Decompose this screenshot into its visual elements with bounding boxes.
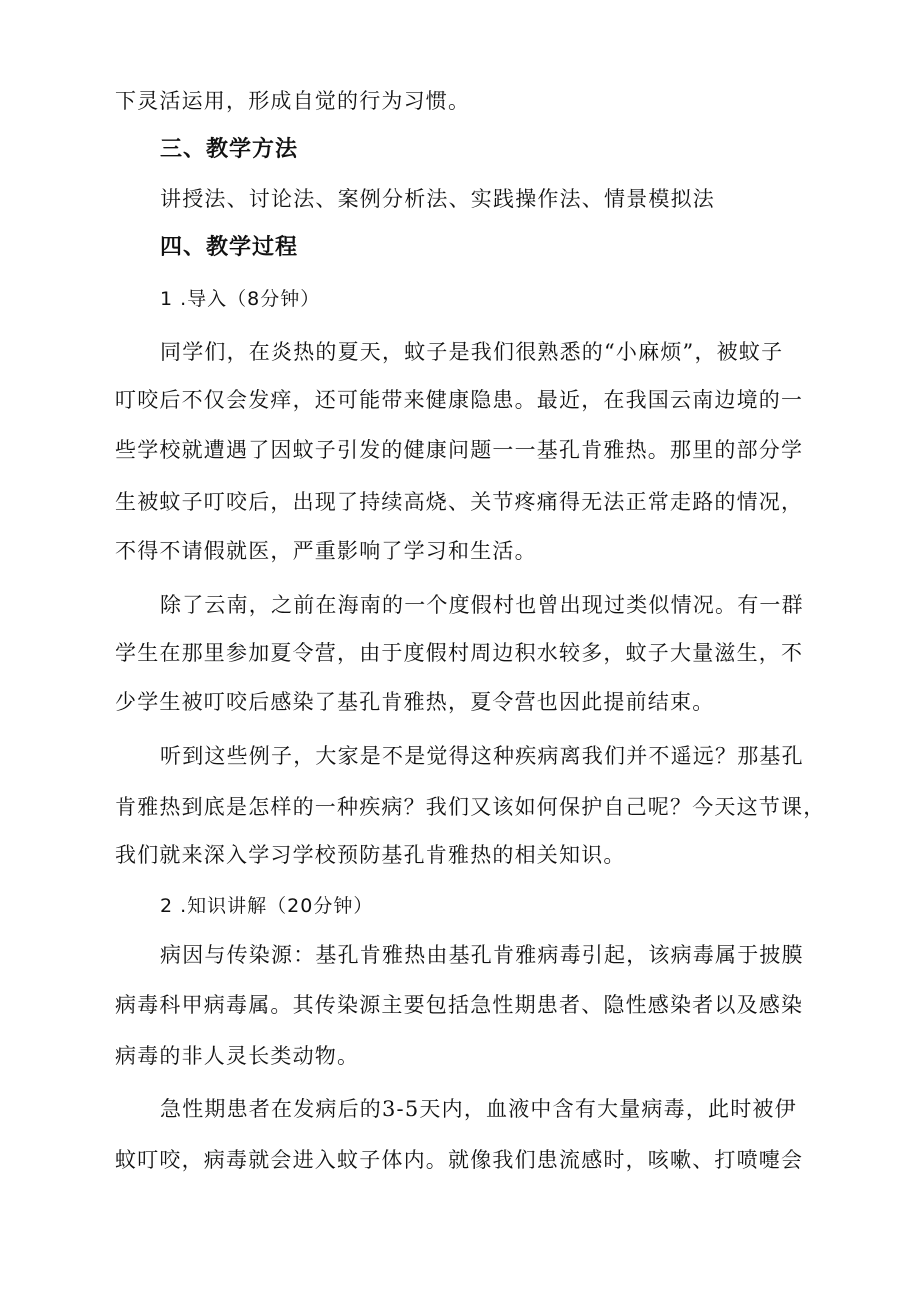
intro-tail-line: 下灵活运用，形成自觉的行为习惯。 xyxy=(115,89,471,113)
step2-title: 2 .知识讲解（20分钟） xyxy=(160,895,374,917)
text-line: 急性期患者在发病后的3-5天内，血液中含有大量病毒，此时被伊 xyxy=(160,1097,797,1121)
section3-methods: 讲授法、讨论法、案例分析法、实践操作法、情景模拟法 xyxy=(160,187,715,211)
section3-heading: 三、教学方法 xyxy=(160,137,299,162)
text-line: 除了云南，之前在海南的一个度假村也曾出现过类似情况。有一群 xyxy=(160,593,804,617)
text-line: 同学们，在炎热的夏天，蚊子是我们很熟悉的“小麻烦”，被蚊子 xyxy=(160,340,784,364)
text-line: 叮咬后不仅会发痒，还可能带来健康隐患。最近，在我国云南边境的一 xyxy=(115,388,804,412)
text-line: 听到这些例子，大家是不是觉得这种疾病离我们并不遥远？那基孔 xyxy=(160,744,804,768)
text-line: 我们就来深入学习学校预防基孔肯雅热的相关知识。 xyxy=(115,843,626,867)
text-line: 不得不请假就医，严重影响了学习和生活。 xyxy=(115,539,537,563)
text-line: 病毒的非人灵长类动物。 xyxy=(115,1044,360,1068)
step1-title: 1 .导入（8分钟） xyxy=(160,288,321,310)
text-line: 蚊叮咬，病毒就会进入蚊子体内。就像我们患流感时，咳嗽、打喷嚏会 xyxy=(115,1148,804,1172)
section4-heading: 四、教学过程 xyxy=(160,235,299,260)
text-line: 学生在那里参加夏令营，由于度假村周边积水较多，蚊子大量滋生，不 xyxy=(115,641,804,665)
text-line: 肯雅热到底是怎样的一种疾病？我们又该如何保护自己呢？今天这节课， xyxy=(115,795,826,819)
text-line: 病毒科甲病毒属。其传染源主要包括急性期患者、隐性感染者以及感染 xyxy=(115,993,804,1017)
text-line: 少学生被叮咬后感染了基孔肯雅热，夏令营也因此提前结束。 xyxy=(115,690,715,714)
text-line: 生被蚊子叮咬后，出现了持续高烧、关节疼痛得无法正常走路的情况， xyxy=(115,490,804,514)
text-line: 病因与传染源：基孔肯雅热由基孔肯雅病毒引起，该病毒属于披膜 xyxy=(160,943,804,967)
text-line: 些学校就遭遇了因蚊子引发的健康问题一一基孔肯雅热。那里的部分学 xyxy=(115,438,804,462)
